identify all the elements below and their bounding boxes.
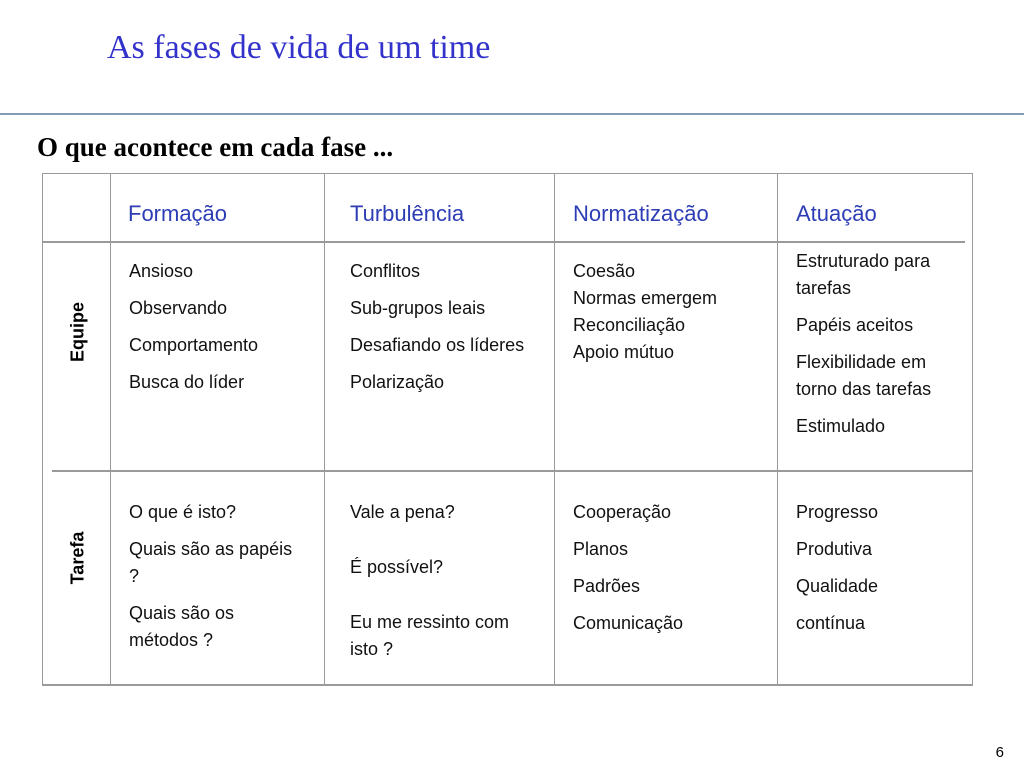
list-item: Planos (573, 539, 629, 559)
column-divider (777, 173, 778, 686)
cell-tarefa-turbulencia (350, 499, 525, 673)
column-divider (110, 173, 111, 686)
page-number: 6 (995, 744, 1004, 761)
header-normatizacao: Normatização (573, 201, 709, 226)
column-divider (554, 173, 555, 686)
table-border-top (42, 173, 973, 174)
cell-equipe-turbulencia (350, 258, 540, 406)
list-item: Eu me ressinto com isto ? (350, 612, 510, 659)
list-item: Estruturado para tarefas (796, 251, 931, 298)
cell-tarefa-atuacao (796, 499, 966, 647)
list-item: Ansioso (129, 261, 194, 281)
header-atuacao: Atuação (796, 201, 877, 226)
list-item: Comunicação (573, 613, 684, 633)
header-divider (42, 241, 965, 243)
title-divider (0, 113, 1024, 115)
list-item: Polarização (350, 372, 445, 392)
cell-tarefa-normatizacao (573, 499, 763, 647)
cell-equipe-formacao (129, 258, 319, 406)
list-item: Observando (129, 298, 228, 318)
list-item: Desafiando os líderes (350, 335, 525, 355)
slide-subtitle: O que acontece em cada fase ... (37, 132, 394, 162)
list-item: Papéis aceitos (796, 315, 914, 335)
list-item: Estimulado (796, 416, 886, 436)
list-item: Quais são os métodos ? (129, 603, 235, 650)
list-item: O que é isto? (129, 502, 237, 522)
list-item: Flexibilidade em torno das tarefas (796, 352, 932, 399)
list-item: Progresso (796, 502, 879, 522)
cell-equipe-atuacao (796, 248, 956, 450)
list-item: Coesão (573, 261, 636, 281)
list-item: Reconciliação (573, 315, 686, 335)
slide-title: As fases de vida de um time (107, 29, 491, 66)
table-border-right (972, 173, 973, 686)
column-divider (324, 173, 325, 686)
row-label-equipe: Equipe (67, 301, 88, 363)
cell-equipe-normatizacao (573, 258, 773, 366)
list-item: Cooperação (573, 502, 672, 522)
row-divider (52, 470, 973, 472)
list-item: Quais são as papéis ? (129, 539, 293, 586)
list-item: Normas emergem (573, 288, 718, 308)
list-item: Busca do líder (129, 372, 245, 392)
list-item: Sub-grupos leais (350, 298, 486, 318)
list-item: Padrões (573, 576, 641, 596)
cell-tarefa-formacao (129, 499, 304, 664)
list-item: Qualidade (796, 576, 879, 596)
list-item: Conflitos (350, 261, 421, 281)
list-item: Produtiva (796, 539, 873, 559)
table-border-bottom (42, 684, 973, 686)
list-item: contínua (796, 613, 866, 633)
list-item: Comportamento (129, 335, 259, 355)
list-item: Vale a pena? (350, 502, 455, 522)
header-turbulencia: Turbulência (350, 201, 465, 226)
list-item: Apoio mútuo (573, 342, 675, 362)
row-label-tarefa: Tarefa (67, 531, 88, 585)
list-item: É possível? (350, 557, 444, 577)
header-formacao: Formação (128, 201, 228, 226)
table-border-left (42, 173, 43, 686)
